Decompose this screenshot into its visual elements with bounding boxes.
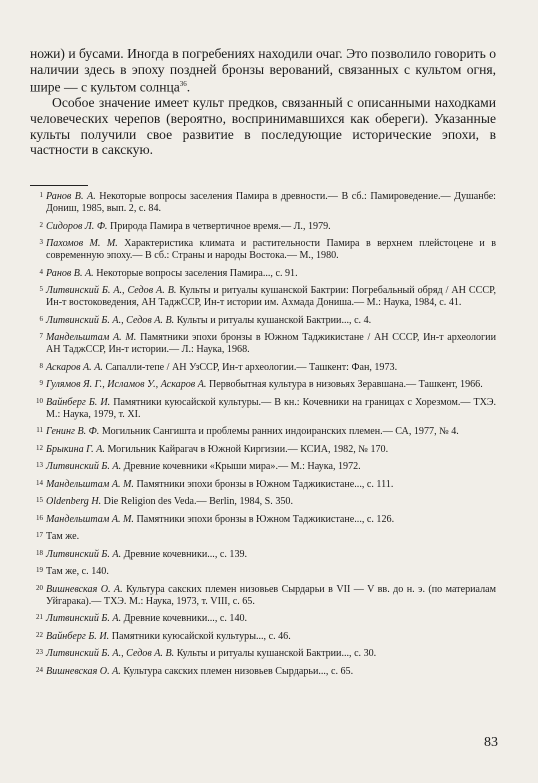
footnote-author: Вишневская О. А. — [46, 665, 121, 677]
footnote — [30, 221, 496, 233]
footnote — [30, 584, 496, 608]
footnote-text: Некоторые вопросы заселения Памира..., с. 91. — [96, 267, 298, 279]
footnote-text: Древние кочевники..., с. 140. — [123, 613, 248, 625]
footnote-number: 18 — [36, 548, 43, 557]
main-text — [30, 46, 496, 158]
footnote-text: Некоторые вопросы заселения Памира в древности.— В сб.: Памироведение.— Душанбе: Дониш, 1985, вып. 2, с. 84. — [46, 191, 496, 215]
footnote — [30, 426, 496, 438]
footnote-number: 9 — [39, 379, 43, 388]
footnote-text: Памятники куюсайской культуры.— В кн.: Кочевники на границах с Хорезмом.— ТХЭ. М.: Наука, 1979, т. XI. — [46, 396, 497, 420]
footnote-text: Культы и ритуалы кушанской Бактрии..., с. 4. — [176, 314, 372, 326]
footnote — [30, 444, 496, 456]
footnote-text: Природа Памира в четвертичное время.— Л., 1979. — [110, 220, 331, 232]
footnote-number: 2 — [39, 220, 43, 229]
footnote-text: Die Religion des Veda.— Berlin, 1984, S. 350. — [103, 496, 294, 508]
footnote — [30, 332, 496, 356]
footnote-number: 14 — [36, 478, 43, 487]
footnote — [30, 315, 496, 327]
footnote — [30, 531, 496, 543]
footnote-text: Памятники куюсайской культуры..., с. 46. — [111, 630, 291, 642]
paragraph-1-text: ножи) и бусами. Иногда в погребениях находили очаг. Это позволило говорить о наличии здесь в эпоху поздней бронзы верований, связанных с культом огня, шире — с культом солнца — [30, 46, 497, 95]
footnote-number: 10 — [36, 396, 43, 405]
footnote-author: Пахомов М. М. — [46, 238, 118, 250]
footnote — [30, 379, 496, 391]
footnote-number: 24 — [36, 665, 43, 674]
footnote-text: Характеристика климата и растительности Памира в верхнем плейстоцене и в современную эпоху.— В сб.: Страны и народы Востока.— М., 1980. — [46, 238, 496, 262]
footnote-number: 7 — [39, 332, 43, 341]
footnote-text: Памятники эпохи бронзы в Южном Таджикистане..., с. 111. — [136, 478, 394, 490]
footnote-author: Литвинский Б. А. — [46, 548, 122, 560]
footnote-number: 16 — [36, 513, 43, 522]
footnote-number: 12 — [36, 443, 43, 452]
note-ref-36: 36 — [179, 80, 187, 89]
footnote — [30, 461, 496, 473]
footnote — [30, 397, 496, 421]
footnote — [30, 631, 496, 643]
footnote-author: Мандельштам А. М. — [46, 332, 137, 344]
footnote-text: Первобытная культура в низовьях Зеравшана.— Ташкент, 1966. — [208, 379, 483, 391]
footnote-number: 11 — [36, 426, 43, 435]
footnote-text: Сапалли-тепе / АН УзССР, Ин-т археологии.— Ташкент: Фан, 1973. — [105, 361, 398, 373]
footnote — [30, 549, 496, 561]
footnote — [30, 648, 496, 660]
footnote-author: Вишневская О. А. — [46, 583, 123, 595]
footnote-number: 13 — [36, 461, 43, 470]
footnote-author: Литвинский Б. А., Седов А. В. — [46, 285, 177, 297]
footnote-separator — [30, 185, 88, 186]
footnote-author: Литвинский Б. А. — [46, 461, 122, 473]
footnote-author: Ранов В. А. — [46, 267, 94, 279]
footnote-text: Могильник Кайрагач в Южной Киргизии.— КСИА, 1982, № 170. — [107, 443, 389, 455]
footnote — [30, 268, 496, 280]
footnote-author: Брыкина Г. А. — [46, 443, 105, 455]
footnotes-list — [30, 191, 496, 683]
footnote — [30, 479, 496, 491]
footnote-author: Литвинский Б. А. — [46, 613, 122, 625]
footnote-number: 4 — [39, 267, 43, 276]
footnote-author: Мандельштам А. М. — [46, 478, 134, 490]
footnote-text: Могильник Сангишта и проблемы ранних индоиранских племен.— СА, 1977, № 4. — [101, 426, 459, 438]
footnote-author: Аскаров А. А. — [46, 361, 103, 373]
footnote — [30, 514, 496, 526]
footnote-text: Культура сакских племен низовьев Сырдарьи в VII — V вв. до н. э. (по материалам Уйгарака).— ТХЭ. М.: Наука, 1973, т. VIII, с. 65. — [46, 583, 496, 607]
footnote-number: 22 — [36, 630, 43, 639]
footnote-author: Литвинский Б. А., Седов А. В. — [46, 648, 175, 660]
footnote-text: Древние кочевники «Крыши мира».— М.: Наука, 1972. — [123, 461, 361, 473]
paragraph-1-end: . — [186, 79, 191, 95]
footnote-author: Генинг В. Ф. — [46, 426, 100, 438]
footnote-text: Культура сакских племен низовьев Сырдарьи..., с. 65. — [123, 665, 354, 677]
footnote-number: 5 — [39, 285, 43, 294]
footnote-author: Ранов В. А. — [46, 191, 96, 202]
footnote-number: 21 — [36, 613, 43, 622]
footnote-author: Вайнберг Б. И. — [46, 630, 110, 642]
footnote-author: Мандельштам А. М. — [46, 513, 134, 525]
footnote — [30, 191, 496, 215]
footnote — [30, 613, 496, 625]
footnote-number: 20 — [36, 583, 43, 592]
footnote — [30, 666, 496, 678]
page-number: 83 — [484, 735, 498, 750]
footnote — [30, 285, 496, 309]
footnote-number: 6 — [39, 314, 43, 323]
footnote-author: Вайнберг Б. И. — [46, 396, 111, 408]
footnote-number: 3 — [39, 238, 43, 247]
footnote-author: Сидоров Л. Ф. — [46, 220, 108, 232]
footnote-number: 1 — [39, 191, 43, 199]
footnote — [30, 566, 496, 578]
footnote-text: Памятники эпохи бронзы в Южном Таджикистане / АН СССР, Ин-т археологии АН ТаджССР, Ин-т истории.— Л.: Наука, 1968. — [46, 332, 496, 356]
footnote-text: Там же, с. 140. — [46, 566, 109, 578]
footnote-text: Древние кочевники..., с. 139. — [123, 548, 248, 560]
footnote-number: 19 — [36, 566, 43, 575]
footnote-text: Там же. — [46, 531, 80, 543]
footnote — [30, 238, 496, 262]
footnote-text: Памятники эпохи бронзы в Южном Таджикистане..., с. 126. — [136, 513, 395, 525]
paragraph-1 — [30, 46, 496, 95]
footnote-number: 15 — [36, 496, 43, 505]
footnote-author: Гулямов Я. Г., Исламов У., Аскаров А. — [46, 379, 207, 391]
footnote-number: 8 — [39, 361, 43, 370]
footnote — [30, 362, 496, 374]
footnote-number: 17 — [36, 531, 43, 540]
footnote-author: Литвинский Б. А., Седов А. В. — [46, 314, 175, 326]
footnote-number: 23 — [36, 648, 43, 657]
paragraph-2: Особое значение имеет культ предков, связанный с описанными находками человеческих черепов (вероятно, воспринимавшихся как обереги). Указанные культы получили свое развитие в последующие исторические эпохи, в частности в сакскую. — [30, 95, 496, 158]
footnote — [30, 496, 496, 508]
footnote-text: Культы и ритуалы кушанской Бактрии..., с. 30. — [176, 648, 377, 660]
footnote-text: Культы и ритуалы кушанской Бактрии: Погребальный обряд / АН СССР, Ин-т востоковедения, АН ТаджССР, Ин-т истории им. Ахмада Дониша.— М.: Наука, 1984, с. 41. — [46, 285, 497, 309]
footnote-author: Oldenberg H. — [46, 496, 102, 508]
